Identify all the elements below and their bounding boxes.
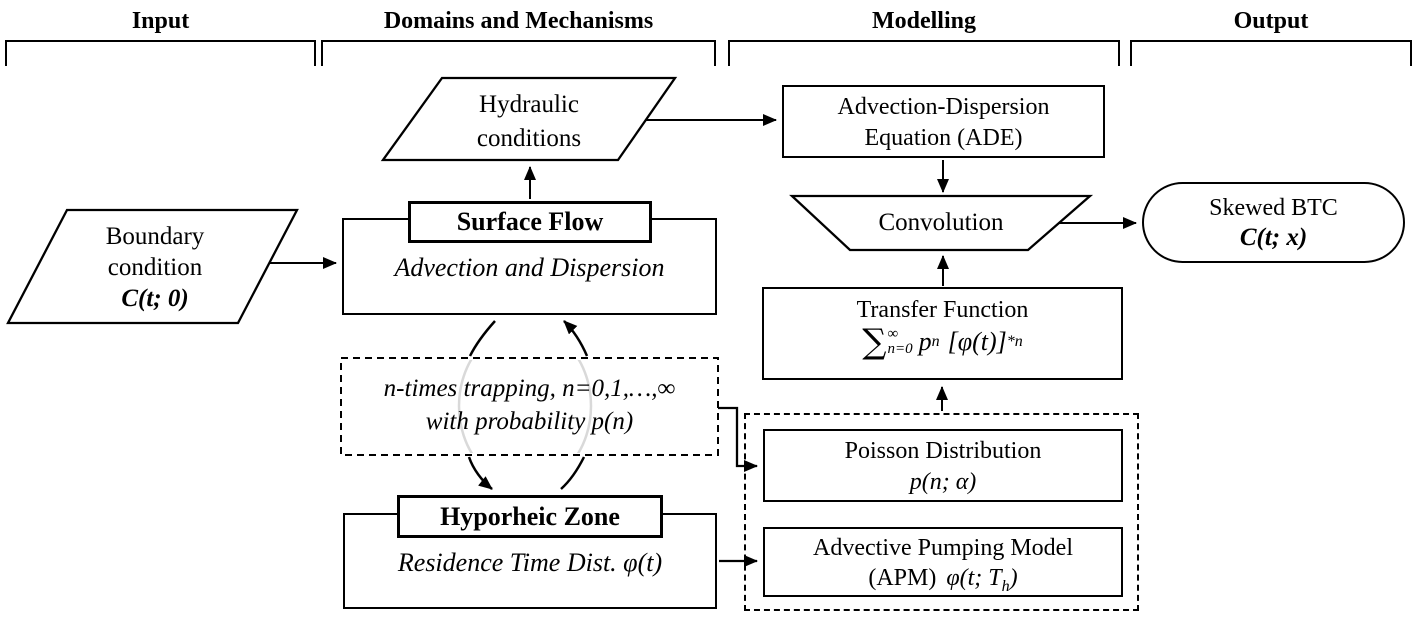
coefficient-subscript: n	[931, 333, 940, 350]
hyporheic-zone-label-box	[397, 495, 663, 538]
hydraulic-line1: Hydraulic	[479, 91, 579, 118]
convolution-label: Convolution	[878, 209, 1004, 236]
btc-line1: Skewed BTC	[1209, 194, 1338, 221]
apm-phi-subscript: h	[1001, 577, 1010, 595]
circulation-arc-upward-lower	[561, 457, 584, 489]
section-header-domains: Domains and Mechanisms	[383, 8, 654, 34]
poisson-formula: p(n; α)	[909, 469, 977, 495]
domains-section-bracket	[322, 41, 715, 66]
hyporheic-zone-label: Hyporheic Zone	[440, 501, 620, 531]
surface-flow-label: Surface Flow	[456, 207, 604, 236]
hydraulic-line2: conditions	[476, 125, 582, 152]
poisson-line1: Poisson Distribution	[844, 438, 1042, 464]
transfer-function-title: Transfer Function	[856, 297, 1029, 323]
output-section-bracket	[1131, 41, 1411, 66]
kernel-exponent: *n	[1006, 333, 1023, 350]
apm-line1: Advective Pumping Model	[813, 535, 1073, 561]
transfer-function-node	[762, 295, 1123, 362]
sum-upper-limit: ∞	[887, 326, 899, 342]
circulation-arrow-to-surface-flow	[564, 321, 587, 356]
trapping-line2: with probability p(n)	[425, 408, 634, 435]
boundary-formula: C(t; 0)	[121, 285, 189, 312]
sum-lower-limit: n=0	[887, 341, 913, 357]
boundary-line1: Boundary	[105, 223, 205, 250]
section-header-output: Output	[1233, 8, 1309, 34]
hyporheic-mechanism: Residence Time Dist. φ(t)	[397, 548, 663, 577]
boundary-line2: condition	[107, 254, 203, 281]
boundary-condition-node	[30, 221, 280, 314]
input-section-bracket	[6, 41, 315, 66]
section-header-modelling: Modelling	[871, 8, 976, 34]
probability-coefficient: p	[918, 327, 932, 356]
poisson-node	[763, 436, 1123, 498]
modelling-section-bracket	[729, 41, 1119, 66]
trapping-node	[341, 372, 718, 438]
apm-formula	[763, 563, 1123, 602]
ade-line1: Advection-Dispersion	[837, 94, 1050, 120]
apm-phi: φ(t; T	[946, 565, 1002, 591]
transfer-function-formula	[762, 322, 1123, 362]
surface-flow-label-box	[408, 201, 652, 243]
circulation-arrow-to-hyporheic-zone	[469, 457, 492, 489]
section-header-input: Input	[131, 8, 190, 34]
apm-node	[763, 533, 1123, 602]
hydraulic-conditions-node	[414, 88, 644, 156]
apm-name: (APM)	[868, 565, 937, 591]
ade-line2: Equation (ADE)	[864, 125, 1023, 151]
sum-symbol: ∑	[862, 322, 887, 362]
surface-flow-mechanism: Advection and Dispersion	[394, 253, 665, 282]
trapping-line1: n-times trapping, n=0,1,…,∞	[383, 375, 676, 402]
circulation-arc-downward-upper	[470, 321, 495, 356]
ade-node	[782, 92, 1105, 154]
apm-phi-close: )	[1009, 565, 1018, 591]
kernel-term: [φ(t)]	[947, 327, 1007, 356]
btc-formula: C(t; x)	[1239, 223, 1308, 251]
skewed-btc-node	[1142, 182, 1405, 263]
